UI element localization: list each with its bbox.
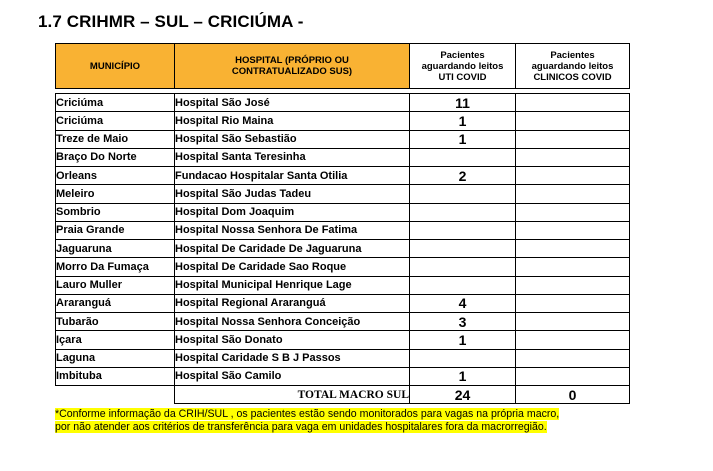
uti-cell: 3 [410,313,516,331]
municipio-cell: Lauro Muller [56,276,175,294]
clinicos-cell [516,367,630,385]
table-row [56,349,630,367]
table-row [56,203,630,221]
header-municipio: MUNICÍPIO [56,44,175,89]
hospital-cell: Fundacao Hospitalar Santa Otilia [175,167,410,185]
uti-cell [410,148,516,166]
table-row [56,258,630,276]
municipio-cell: Praia Grande [56,221,175,239]
uti-cell: 1 [410,367,516,385]
total-label: TOTAL MACRO SUL [175,386,410,404]
table-row [56,367,630,385]
hospital-cell: Hospital Dom Joaquim [175,203,410,221]
hospital-cell: Hospital Nossa Senhora Conceição [175,313,410,331]
table-row [56,148,630,166]
footnote [55,408,630,434]
uti-cell [410,240,516,258]
hospital-cell: Hospital Nossa Senhora De Fatima [175,221,410,239]
hospital-cell: Hospital São Donato [175,331,410,349]
municipio-cell: Criciúma [56,94,175,112]
table-row [56,185,630,203]
table-row [56,276,630,294]
page-title: 1.7 CRIHMR – SUL – CRICIÚMA - [38,12,304,31]
municipio-cell: Sombrio [56,203,175,221]
uti-cell: 1 [410,130,516,148]
clinicos-cell [516,331,630,349]
clinicos-cell [516,112,630,130]
clinicos-cell [516,94,630,112]
uti-cell: 1 [410,331,516,349]
clinicos-cell [516,130,630,148]
header-clinicos-covid: Pacientes aguardando leitos CLINICOS COVID [516,44,630,89]
municipio-cell: Jaguaruna [56,240,175,258]
hospital-cell: Hospital São José [175,94,410,112]
municipio-cell: Araranguá [56,294,175,312]
uti-cell [410,276,516,294]
table-row [56,331,630,349]
uti-cell [410,258,516,276]
uti-cell: 1 [410,112,516,130]
clinicos-cell [516,294,630,312]
clinicos-cell [516,313,630,331]
clinicos-cell [516,221,630,239]
hospital-cell: Hospital De Caridade De Jaguaruna [175,240,410,258]
clinicos-cell [516,203,630,221]
uti-cell [410,221,516,239]
table-header-row [56,44,630,89]
municipio-cell: Braço Do Norte [56,148,175,166]
hospital-cell: Hospital Regional Araranguá [175,294,410,312]
uti-cell: 4 [410,294,516,312]
table-row [56,94,630,112]
clinicos-cell [516,240,630,258]
municipio-cell: Orleans [56,167,175,185]
municipio-cell: Laguna [56,349,175,367]
header-uti-covid: Pacientes aguardando leitos UTI COVID [410,44,516,89]
footnote-line-1: *Conforme informação da CRIH/SUL , os pacientes estão sendo monitorados para vagas na própria macro, [55,408,560,420]
table-row [56,294,630,312]
hospital-cell: Hospital De Caridade Sao Roque [175,258,410,276]
uti-cell [410,349,516,367]
municipio-cell: Tubarão [56,313,175,331]
hospital-cell: Hospital São Camilo [175,367,410,385]
table-row [56,221,630,239]
hospital-cell: Hospital Municipal Henrique Lage [175,276,410,294]
hospital-table [55,43,630,404]
clinicos-cell [516,258,630,276]
uti-cell: 2 [410,167,516,185]
clinicos-cell [516,148,630,166]
footnote-line-2: por não atender aos critérios de transferência para vaga em unidades hospitalares fora da macrorregião. [55,421,547,433]
header-hospital: HOSPITAL (PRÓPRIO OU CONTRATUALIZADO SUS) [175,44,410,89]
municipio-cell: Içara [56,331,175,349]
table-row [56,112,630,130]
table-row [56,313,630,331]
total-blank-cell [56,386,175,404]
uti-cell [410,185,516,203]
hospital-cell: Hospital São Judas Tadeu [175,185,410,203]
hospital-cell: Hospital Santa Teresinha [175,148,410,166]
total-row [56,386,630,404]
clinicos-cell [516,185,630,203]
hospital-cell: Hospital Rio Maina [175,112,410,130]
clinicos-cell [516,167,630,185]
hospital-cell: Hospital São Sebastião [175,130,410,148]
municipio-cell: Treze de Maio [56,130,175,148]
municipio-cell: Meleiro [56,185,175,203]
municipio-cell: Criciúma [56,112,175,130]
table-row [56,240,630,258]
table-row [56,130,630,148]
uti-cell: 11 [410,94,516,112]
municipio-cell: Morro Da Fumaça [56,258,175,276]
municipio-cell: Imbituba [56,367,175,385]
table-row [56,167,630,185]
uti-cell [410,203,516,221]
total-uti: 24 [410,386,516,404]
clinicos-cell [516,276,630,294]
hospital-cell: Hospital Caridade S B J Passos [175,349,410,367]
clinicos-cell [516,349,630,367]
total-clinicos: 0 [516,386,630,404]
